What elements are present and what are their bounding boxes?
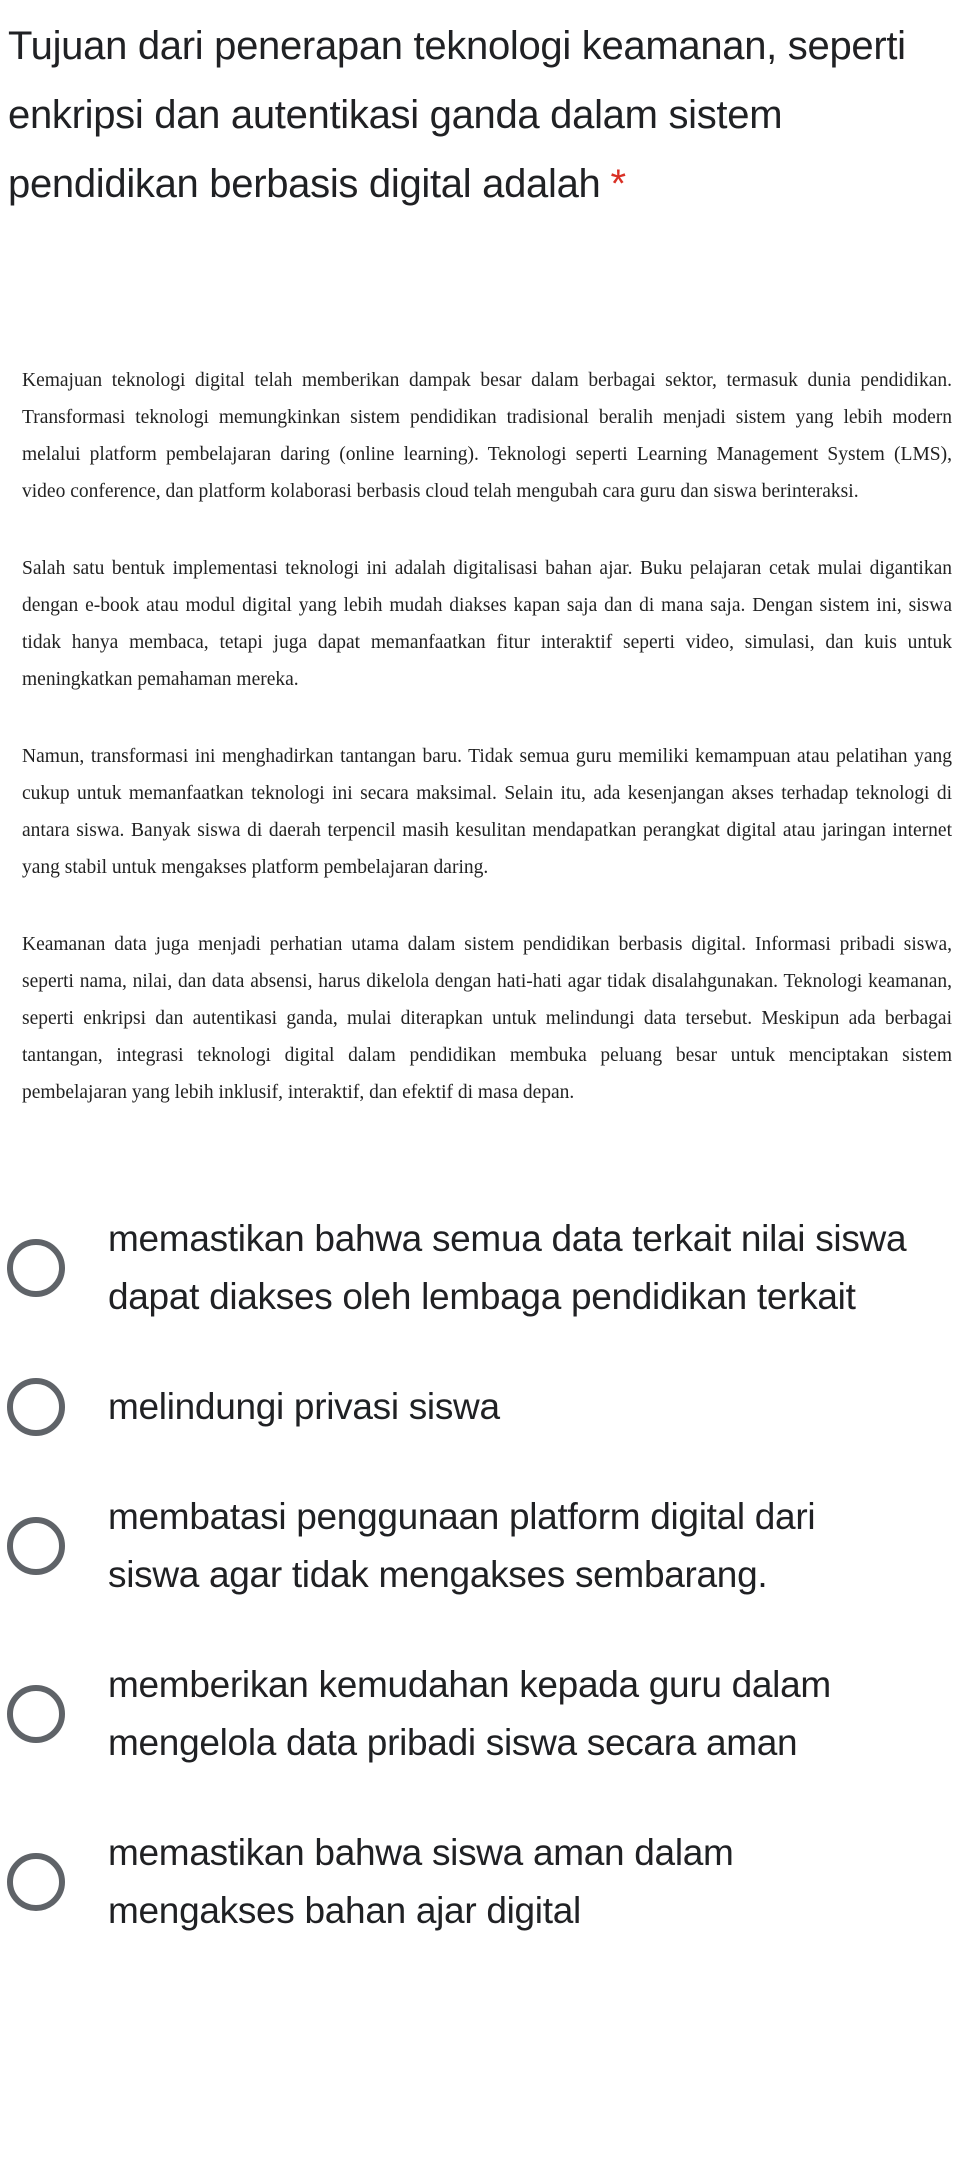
question-title-text: Tujuan dari penerapan teknologi keamanan, seperti enkripsi dan autentikasi ganda dalam sistem pendidikan berbasis digital adalah bbox=[8, 24, 906, 206]
passage-paragraph-1: Kemajuan teknologi digital telah memberikan dampak besar dalam berbagai sektor, termasuk dunia pendidikan. Transformasi teknologi memungkinkan sistem pendidikan tradisional beralih menjadi sistem yang lebih modern melalui platform pembelajaran daring (online learning). Teknologi seperti Learning Management System (LMS), video conference, dan platform kolaborasi berbasis cloud telah mengubah cara guru dan siswa berinteraksi. bbox=[22, 370, 952, 502]
option-3[interactable] bbox=[0, 1488, 974, 1604]
option-label[interactable]: memastikan bahwa semua data terkait nilai siswa dapat diakses oleh lembaga pendidikan terkait bbox=[108, 1218, 907, 1317]
radio-circle-icon[interactable] bbox=[7, 1239, 65, 1297]
option-label[interactable]: membatasi penggunaan platform digital dari siswa agar tidak mengakses sembarang. bbox=[108, 1496, 816, 1595]
question-title bbox=[8, 12, 968, 219]
radio-circle-icon[interactable] bbox=[7, 1378, 65, 1436]
radio-circle-icon[interactable] bbox=[7, 1685, 65, 1743]
option-5[interactable] bbox=[0, 1824, 974, 1940]
option-label[interactable]: melindungi privasi siswa bbox=[108, 1386, 500, 1427]
radio-options-group bbox=[0, 1210, 974, 1992]
required-asterisk: * bbox=[610, 162, 626, 206]
passage-paragraph-3: Namun, transformasi ini menghadirkan tantangan baru. Tidak semua guru memiliki kemampuan atau pelatihan yang cukup untuk memanfaatkan teknologi ini secara maksimal. Selain itu, ada kesenjangan akses terhadap teknologi di antara siswa. Banyak siswa di daerah terpencil masih kesulitan mendapatkan perangkat digital atau jaringan internet yang stabil untuk mengakses platform pembelajaran daring. bbox=[22, 746, 952, 878]
radio-circle-icon[interactable] bbox=[7, 1517, 65, 1575]
passage-image bbox=[22, 362, 952, 1151]
option-2[interactable] bbox=[0, 1378, 974, 1436]
passage-paragraph-4: Keamanan data juga menjadi perhatian utama dalam sistem pendidikan berbasis digital. Informasi pribadi siswa, seperti nama, nilai, dan data absensi, harus dikelola dengan hati-hati agar tidak disalahgunakan. Teknologi keamanan, seperti enkripsi dan autentikasi ganda, mulai diterapkan untuk melindungi data tersebut. Meskipun ada berbagai tantangan, integrasi teknologi digital dalam pendidikan membuka peluang besar untuk menciptakan sistem pembelajaran yang lebih inklusif, interaktif, dan efektif di masa depan. bbox=[22, 934, 952, 1103]
option-4[interactable] bbox=[0, 1656, 974, 1772]
passage-paragraph-2: Salah satu bentuk implementasi teknologi ini adalah digitalisasi bahan ajar. Buku pelajaran cetak mulai digantikan dengan e-book atau modul digital yang lebih mudah diakses kapan saja dan di mana saja. Dengan sistem ini, siswa tidak hanya membaca, tetapi juga dapat memanfaatkan fitur interaktif seperti video, simulasi, dan kuis untuk meningkatkan pemahaman mereka. bbox=[22, 558, 952, 690]
option-label[interactable]: memberikan kemudahan kepada guru dalam mengelola data pribadi siswa secara aman bbox=[108, 1664, 831, 1763]
option-1[interactable] bbox=[0, 1210, 974, 1326]
option-label[interactable]: memastikan bahwa siswa aman dalam mengakses bahan ajar digital bbox=[108, 1832, 734, 1931]
radio-circle-icon[interactable] bbox=[7, 1853, 65, 1911]
